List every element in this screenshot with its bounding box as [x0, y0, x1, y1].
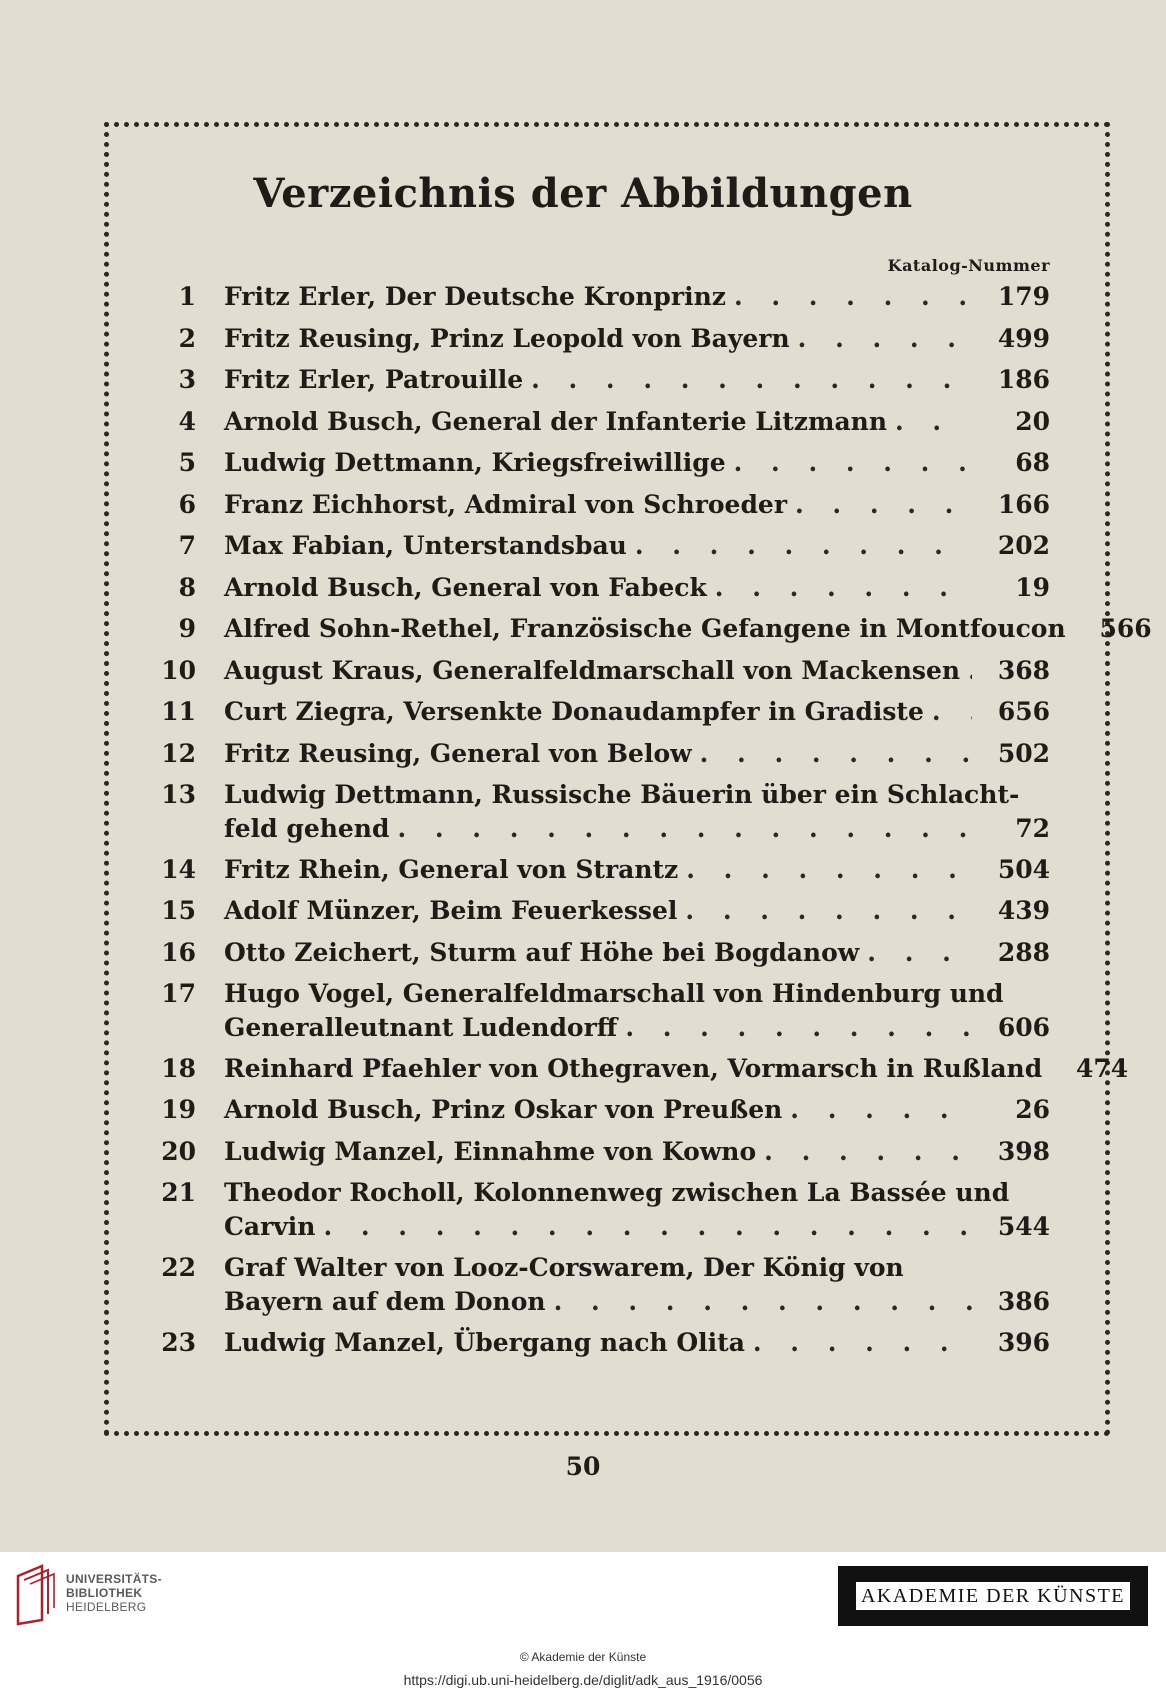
leader-dots — [895, 407, 972, 436]
leader-dots — [795, 490, 972, 519]
catalog-number: 656 — [997, 697, 1050, 726]
entry-number: 10 — [161, 655, 196, 685]
leader-dots — [968, 656, 972, 685]
entry-number: 19 — [161, 1095, 196, 1125]
leader-dots — [625, 1013, 972, 1042]
entry-line — [224, 656, 1050, 685]
entry-number: 2 — [178, 323, 196, 353]
entry-line — [224, 855, 1050, 884]
entry-title: Adolf Münzer, Beim Feuerkessel — [224, 896, 678, 926]
catalog-number: 26 — [1015, 1095, 1050, 1125]
entry-line — [224, 1095, 1050, 1124]
entry-title: Hugo Vogel, Generalfeldmarschall von Hindenburg und — [224, 979, 1004, 1009]
entry-line — [224, 365, 1050, 394]
entry-line — [224, 1053, 1129, 1083]
entry-title-continued: Carvin — [224, 1212, 316, 1242]
catalog-number: 20 — [1015, 406, 1050, 436]
catalog-number: 398 — [997, 1136, 1050, 1166]
entry-title: Theodor Rocholl, Kolonnenweg zwischen La Bassée und — [224, 1178, 1010, 1208]
entry-line — [224, 324, 1050, 353]
leader-dots — [753, 1328, 972, 1357]
entry-number: 8 — [178, 572, 196, 602]
footer — [0, 1552, 1166, 1694]
catalog-number: 368 — [997, 655, 1050, 685]
entry-line — [224, 573, 1050, 602]
entry-title: Fritz Rhein, General von Strantz — [224, 854, 679, 884]
entry-title-continued: feld gehend — [224, 814, 390, 843]
entry-number: 3 — [178, 365, 196, 394]
leader-dots — [764, 1137, 972, 1166]
entry-number: 9 — [178, 614, 196, 643]
page-number: 50 — [565, 1452, 601, 1481]
entry-title: Alfred Sohn-Rethel, Französische Gefangene in Montfoucon — [224, 614, 1066, 643]
leader-dots — [685, 896, 972, 925]
entry-title: Fritz Erler, Der Deutsche Kronprinz — [224, 282, 726, 311]
catalog-number: 544 — [997, 1212, 1050, 1242]
entry-title: Fritz Reusing, Prinz Leopold von Bayern — [224, 323, 790, 353]
entry-line — [224, 282, 1050, 311]
entry-line — [224, 1253, 1050, 1282]
entry-line — [224, 1212, 1050, 1241]
catalog-number: 502 — [997, 738, 1050, 768]
catalog-number: 386 — [997, 1287, 1050, 1317]
entry-line — [224, 739, 1050, 768]
catalog-number: 499 — [997, 323, 1050, 353]
entry-number: 6 — [178, 489, 196, 519]
leader-dots — [798, 324, 972, 353]
entry-number: 13 — [161, 780, 196, 809]
entry-number: 16 — [161, 937, 196, 967]
leader-dots — [700, 739, 972, 768]
catalog-number: 474 — [1076, 1053, 1129, 1083]
leader-dots — [734, 448, 972, 477]
entry-line — [224, 1287, 1050, 1316]
library-name-line: UNIVERSITÄTS- — [66, 1572, 162, 1586]
leader-dots — [397, 814, 972, 843]
library-name[interactable] — [66, 1572, 162, 1614]
entry-number: 18 — [161, 1053, 196, 1083]
entry-number: 23 — [161, 1327, 196, 1357]
entry-line — [224, 1013, 1050, 1042]
entry-line — [224, 407, 1050, 436]
copyright-notice: © Akademie der Künste — [519, 1650, 647, 1664]
catalog-number: 19 — [1015, 572, 1050, 602]
entry-line — [224, 896, 1050, 925]
leader-dots — [686, 855, 972, 884]
entry-number: 5 — [178, 448, 196, 477]
catalog-number: 439 — [997, 896, 1050, 926]
catalog-number: 186 — [997, 365, 1050, 394]
leader-dots — [790, 1095, 972, 1124]
leader-dots — [932, 697, 972, 726]
entry-line — [224, 1137, 1050, 1166]
catalog-number: 288 — [997, 937, 1050, 967]
entry-number: 17 — [161, 979, 196, 1009]
entry-line — [224, 1328, 1050, 1357]
entry-number: 11 — [161, 697, 196, 726]
entry-title: Ludwig Manzel, Einnahme von Kowno — [224, 1136, 757, 1166]
entry-number: 20 — [161, 1136, 196, 1166]
entry-number: 15 — [161, 896, 196, 926]
entry-title-continued: Bayern auf dem Donon — [224, 1287, 546, 1317]
entry-title: Fritz Erler, Patrouille — [224, 365, 524, 394]
library-logo-icon[interactable] — [12, 1562, 60, 1628]
entry-number: 21 — [161, 1178, 196, 1208]
akademie-logo-text: AKADEMIE DER KÜNSTE — [856, 1582, 1130, 1610]
entry-title: Arnold Busch, Prinz Oskar von Preußen — [224, 1095, 783, 1125]
catalog-number: 72 — [1015, 814, 1050, 843]
leader-dots — [554, 1287, 972, 1316]
akademie-logo[interactable] — [838, 1566, 1148, 1626]
entry-line — [224, 979, 1050, 1008]
entry-line — [224, 697, 1050, 726]
catalog-number: 179 — [997, 282, 1050, 311]
entry-title: Reinhard Pfaehler von Othegraven, Vormarsch in Rußland — [224, 1053, 1043, 1083]
column-header: Katalog-Nummer — [887, 256, 1050, 275]
leader-dots — [323, 1212, 972, 1241]
entry-line — [224, 448, 1050, 477]
leader-dots — [715, 573, 972, 602]
catalog-number: 202 — [997, 531, 1050, 560]
catalog-number: 396 — [997, 1327, 1050, 1357]
entry-line — [224, 814, 1050, 843]
entry-line — [224, 938, 1050, 967]
entry-line — [224, 490, 1050, 519]
entry-title: Graf Walter von Looz-Corswarem, Der König von — [224, 1253, 904, 1283]
entry-number: 14 — [161, 854, 196, 884]
entry-title: Ludwig Dettmann, Kriegsfreiwillige — [224, 448, 726, 477]
catalog-number: 566 — [1099, 614, 1152, 643]
leader-dots — [734, 282, 972, 311]
entry-title-continued: Generalleutnant Ludendorff — [224, 1013, 618, 1043]
entry-line — [224, 614, 1152, 643]
entry-title: August Kraus, Generalfeldmarschall von Mackensen — [224, 655, 961, 685]
entry-title: Franz Eichhorst, Admiral von Schroeder — [224, 489, 788, 519]
catalog-number: 606 — [997, 1013, 1050, 1043]
entry-line — [224, 531, 1050, 560]
page-title: Verzeichnis der Abbildungen — [253, 170, 913, 217]
leader-dots — [867, 938, 972, 967]
entry-title: Arnold Busch, General der Infanterie Litzmann — [224, 406, 888, 436]
entry-line — [224, 1178, 1050, 1207]
entry-number: 22 — [161, 1253, 196, 1283]
entry-title: Max Fabian, Unterstandsbau — [224, 531, 627, 560]
entry-number: 12 — [161, 738, 196, 768]
library-name-line: BIBLIOTHEK — [66, 1586, 143, 1600]
entry-title: Fritz Reusing, General von Below — [224, 738, 692, 768]
entry-title: Ludwig Manzel, Übergang nach Olita — [224, 1327, 745, 1357]
entry-title: Arnold Busch, General von Fabeck — [224, 572, 707, 602]
leader-dots — [635, 531, 972, 560]
entry-line — [224, 780, 1050, 809]
entry-number: 1 — [178, 282, 196, 311]
entry-title: Ludwig Dettmann, Russische Bäuerin über ein Schlacht- — [224, 780, 1020, 809]
catalog-number: 68 — [1015, 448, 1050, 477]
library-name-line: HEIDELBERG — [66, 1600, 147, 1614]
permalink-url[interactable]: https://digi.ub.uni-heidelberg.de/diglit/adk_aus_1916/0056 — [403, 1672, 763, 1688]
catalog-number: 504 — [997, 854, 1050, 884]
catalog-number: 166 — [997, 489, 1050, 519]
entry-title: Otto Zeichert, Sturm auf Höhe bei Bogdanow — [224, 937, 860, 967]
entry-number: 7 — [178, 531, 196, 560]
entry-number: 4 — [178, 406, 196, 436]
entry-title: Curt Ziegra, Versenkte Donaudampfer in Gradiste — [224, 697, 924, 726]
leader-dots — [531, 365, 972, 394]
